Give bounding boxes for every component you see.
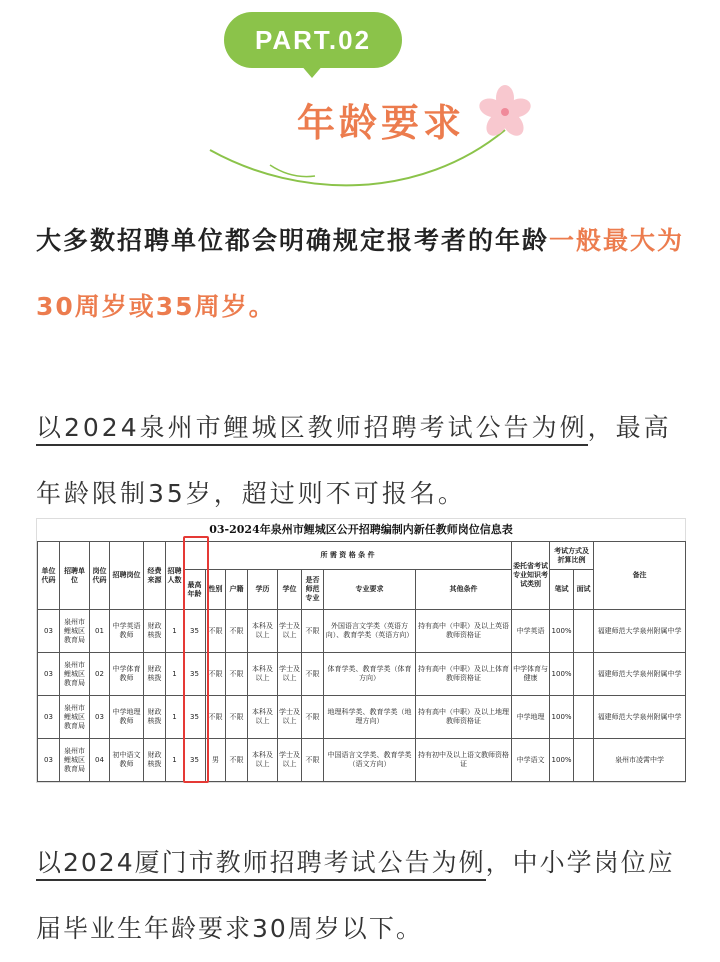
cell-written: 100% — [550, 610, 574, 653]
quanzhou-underlined: 以2024泉州市鲤城区教师招聘考试公告为例 — [36, 413, 588, 446]
cell-other: 持有初中及以上语文教师资格证 — [416, 739, 512, 782]
xiamen-paragraph — [36, 830, 686, 962]
cell-gender: 不限 — [206, 653, 226, 696]
th-fund: 经费来源 — [144, 542, 166, 610]
quanzhou-paragraph — [36, 395, 686, 527]
cell-hukou: 不限 — [226, 696, 248, 739]
cell-degree: 学士及以上 — [278, 653, 302, 696]
cell-post: 中学地理教师 — [110, 696, 144, 739]
cell-degree: 学士及以上 — [278, 610, 302, 653]
cell-remark: 泉州市凌霄中学 — [594, 739, 686, 782]
th-requirements-group: 所 需 资 格 条 件 — [184, 542, 512, 570]
cell-max-age: 35 — [184, 696, 206, 739]
cell-normal: 不限 — [302, 696, 324, 739]
cell-hukou: 不限 — [226, 610, 248, 653]
cell-fund: 财政核拨 — [144, 696, 166, 739]
cell-post-code: 02 — [90, 653, 110, 696]
cell-post: 中学体育教师 — [110, 653, 144, 696]
cell-other: 持有高中（中职）及以上英语教师资格证 — [416, 610, 512, 653]
cell-unit: 泉州市鲤城区教育局 — [60, 696, 90, 739]
badge-tail — [300, 64, 324, 78]
cell-unit-code: 03 — [38, 653, 60, 696]
cell-post-code: 04 — [90, 739, 110, 782]
xiamen-underlined: 以2024厦门市教师招聘考试公告为例 — [36, 848, 486, 881]
intro-text: 大多数招聘单位都会明确规定报考者的年龄 — [36, 226, 550, 255]
cell-count: 1 — [166, 653, 184, 696]
cell-category: 中学英语 — [512, 610, 550, 653]
xiamen-rest: ，中小学岗位应届毕业生年龄要求30周岁以下。 — [36, 848, 675, 943]
cell-post-code: 01 — [90, 610, 110, 653]
cell-interview — [574, 696, 594, 739]
cell-unit-code: 03 — [38, 610, 60, 653]
cell-gender: 不限 — [206, 610, 226, 653]
cell-max-age: 35 — [184, 610, 206, 653]
cell-gender: 不限 — [206, 696, 226, 739]
cell-education: 本科及以上 — [248, 610, 278, 653]
table-header-row — [38, 542, 686, 570]
cell-education: 本科及以上 — [248, 739, 278, 782]
cell-major: 中国语言文学类、教育学类（语文方向） — [324, 739, 416, 782]
cell-written: 100% — [550, 653, 574, 696]
table-row — [38, 610, 686, 653]
cell-unit-code: 03 — [38, 696, 60, 739]
th-remark: 备注 — [594, 542, 686, 610]
th-exam-group: 考试方式及折算比例 — [550, 542, 594, 570]
cell-unit-code: 03 — [38, 739, 60, 782]
cell-post: 中学英语教师 — [110, 610, 144, 653]
flower-icon — [477, 85, 533, 140]
th-gender: 性别 — [206, 570, 226, 610]
intro-highlight: 一般最大为30周岁或35周岁。 — [36, 226, 685, 321]
th-major: 专业要求 — [324, 570, 416, 610]
th-count: 招聘人数 — [166, 542, 184, 610]
section-title: 年龄要求 — [296, 101, 465, 145]
cell-education: 本科及以上 — [248, 653, 278, 696]
th-post-code: 岗位代码 — [90, 542, 110, 610]
cell-education: 本科及以上 — [248, 696, 278, 739]
cell-written: 100% — [550, 696, 574, 739]
cell-major: 地理科学类、教育学类（地理方向） — [324, 696, 416, 739]
cell-unit: 泉州市鲤城区教育局 — [60, 739, 90, 782]
cell-gender: 男 — [206, 739, 226, 782]
th-degree: 学位 — [278, 570, 302, 610]
cell-normal: 不限 — [302, 653, 324, 696]
th-hukou: 户籍 — [226, 570, 248, 610]
th-normal: 是否师范专业 — [302, 570, 324, 610]
cell-major: 体育学类、教育学类（体育方向） — [324, 653, 416, 696]
th-education: 学历 — [248, 570, 278, 610]
th-interview: 面试 — [574, 570, 594, 610]
cell-interview — [574, 610, 594, 653]
quanzhou-rest: ，最高年龄限制35岁，超过则不可报名。 — [36, 413, 672, 508]
cell-interview — [574, 653, 594, 696]
th-max-age: 最高年龄 — [184, 570, 206, 610]
cell-normal: 不限 — [302, 610, 324, 653]
th-post: 招聘岗位 — [110, 542, 144, 610]
cell-remark: 福建师范大学泉州附属中学 — [594, 610, 686, 653]
cell-category: 中学语文 — [512, 739, 550, 782]
cell-other: 持有高中（中职）及以上地理教师资格证 — [416, 696, 512, 739]
part-badge: PART.02 — [224, 12, 402, 68]
table-row — [38, 653, 686, 696]
cell-hukou: 不限 — [226, 739, 248, 782]
cell-remark: 福建师范大学泉州附属中学 — [594, 653, 686, 696]
cell-other: 持有高中（中职）及以上体育教师资格证 — [416, 653, 512, 696]
cell-count: 1 — [166, 739, 184, 782]
cell-hukou: 不限 — [226, 653, 248, 696]
th-other: 其他条件 — [416, 570, 512, 610]
table-body — [38, 610, 686, 782]
cell-degree: 学士及以上 — [278, 739, 302, 782]
table-row — [38, 696, 686, 739]
th-written: 笔试 — [550, 570, 574, 610]
posts-table — [37, 541, 686, 782]
cell-fund: 财政核拨 — [144, 610, 166, 653]
cell-count: 1 — [166, 610, 184, 653]
cell-count: 1 — [166, 696, 184, 739]
cell-post: 初中语文教师 — [110, 739, 144, 782]
cell-written: 100% — [550, 739, 574, 782]
th-unit-code: 单位代码 — [38, 542, 60, 610]
cell-degree: 学士及以上 — [278, 696, 302, 739]
posts-table-image — [36, 518, 686, 783]
cell-major: 外国语言文学类（英语方向）、教育学类（英语方向） — [324, 610, 416, 653]
cell-category: 中学体育与健康 — [512, 653, 550, 696]
cell-unit: 泉州市鲤城区教育局 — [60, 653, 90, 696]
th-unit: 招聘单位 — [60, 542, 90, 610]
cell-category: 中学地理 — [512, 696, 550, 739]
cell-interview — [574, 739, 594, 782]
cell-unit: 泉州市鲤城区教育局 — [60, 610, 90, 653]
th-category: 委托省考试专业知识考试类别 — [512, 542, 550, 610]
cell-fund: 财政核拨 — [144, 739, 166, 782]
table-title: 03-2024年泉州市鲤城区公开招聘编制内新任教师岗位信息表 — [209, 523, 513, 536]
cell-normal: 不限 — [302, 739, 324, 782]
cell-fund: 财政核拨 — [144, 653, 166, 696]
intro-paragraph — [36, 208, 686, 340]
cell-post-code: 03 — [90, 696, 110, 739]
cell-remark: 福建师范大学泉州附属中学 — [594, 696, 686, 739]
cell-max-age: 35 — [184, 653, 206, 696]
cell-max-age: 35 — [184, 739, 206, 782]
table-row — [38, 739, 686, 782]
